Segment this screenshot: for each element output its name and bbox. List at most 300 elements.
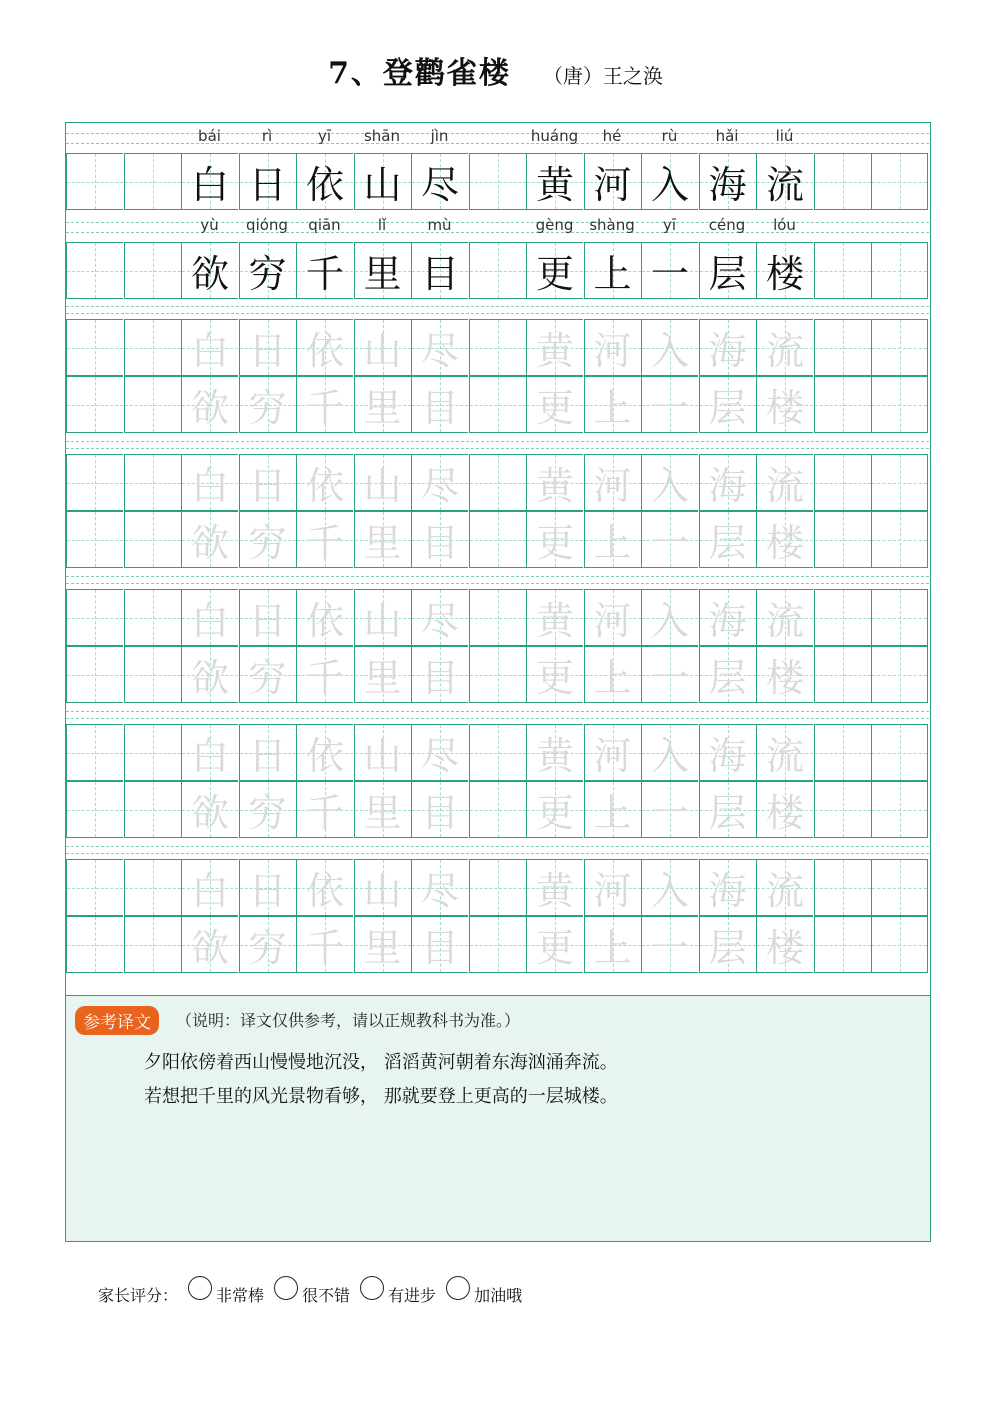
grid-cell[interactable] [354,781,411,838]
grid-cell[interactable] [526,916,583,973]
grid-cell[interactable] [469,589,526,646]
tracing-row [66,511,929,568]
grid-cell[interactable] [239,153,296,210]
grid-cell[interactable] [699,376,756,433]
grid-cell[interactable] [239,646,296,703]
grid-cell[interactable] [756,916,813,973]
pinyin-syllable: bái [198,127,221,145]
grid-cell[interactable] [181,589,238,646]
grid-cell[interactable] [584,589,641,646]
model-character: 尽 [420,163,459,207]
grid-cell[interactable] [411,242,468,299]
grid-cell[interactable] [124,454,181,511]
trace-character: 层 [708,926,747,970]
trace-character: 里 [363,386,402,430]
trace-character: 依 [305,464,344,508]
grid-cell[interactable] [814,916,871,973]
grid-cell[interactable] [124,646,181,703]
trace-character: 日 [248,329,287,373]
grid-cell[interactable] [296,511,353,568]
grid-cell[interactable] [469,376,526,433]
trace-character: 河 [593,329,632,373]
grid-cell[interactable] [526,454,583,511]
grid-cell[interactable] [124,724,181,781]
grid-cell[interactable] [871,511,928,568]
trace-character: 更 [535,521,574,565]
grid-cell[interactable] [584,242,641,299]
grid-cell[interactable] [469,242,526,299]
grid-cell[interactable] [756,646,813,703]
grid-cell[interactable] [239,376,296,433]
pinyin-syllable: mù [427,216,452,234]
grid-cell[interactable] [871,859,928,916]
tracing-row [66,376,929,433]
grid-cell[interactable] [469,319,526,376]
title-area [0,48,991,92]
grid-cell[interactable] [814,376,871,433]
grid-cell[interactable] [469,454,526,511]
grid-cell[interactable] [181,242,238,299]
grid-cell[interactable] [526,242,583,299]
trace-character: 层 [708,386,747,430]
pinyin-syllable: lǐ [377,216,387,234]
grid-cell[interactable] [66,859,123,916]
grid-cell[interactable] [469,781,526,838]
trace-character: 流 [765,329,804,373]
trace-character: 欲 [190,926,229,970]
grid-cell[interactable] [526,319,583,376]
grid-cell[interactable] [411,859,468,916]
grid-cell[interactable] [756,242,813,299]
trace-character: 日 [248,734,287,778]
trace-character: 里 [363,926,402,970]
grid-cell[interactable] [584,724,641,781]
grid-cell[interactable] [584,781,641,838]
grid-cell[interactable] [124,319,181,376]
grid-cell[interactable] [814,242,871,299]
trace-character: 更 [535,386,574,430]
grid-cell[interactable] [584,454,641,511]
grid-cell[interactable] [66,319,123,376]
grid-cell[interactable] [641,724,698,781]
grid-cell[interactable] [239,319,296,376]
grid-cell[interactable] [124,589,181,646]
trace-character: 里 [363,791,402,835]
grid-cell[interactable] [871,376,928,433]
grid-cell[interactable] [411,646,468,703]
grid-cell[interactable] [756,454,813,511]
grid-cell[interactable] [756,724,813,781]
trace-character: 目 [420,656,459,700]
grid-cell[interactable] [124,916,181,973]
grid-cell[interactable] [239,454,296,511]
trace-character: 海 [708,599,747,643]
grid-cell[interactable] [526,153,583,210]
grid-cell[interactable] [66,153,123,210]
grid-cell[interactable] [871,589,928,646]
trace-character: 欲 [190,386,229,430]
trace-character: 上 [593,926,632,970]
trace-character: 楼 [765,656,804,700]
grid-cell[interactable] [814,319,871,376]
grid-cell[interactable] [584,153,641,210]
grid-cell[interactable] [641,454,698,511]
pinyin-syllable: shān [363,127,401,145]
grid-cell[interactable] [239,781,296,838]
pinyin-syllable: hé [602,127,622,145]
grid-cell[interactable] [66,242,123,299]
grid-cell[interactable] [641,376,698,433]
grid-cell[interactable] [66,724,123,781]
trace-character: 黄 [535,464,574,508]
trace-character: 层 [708,521,747,565]
grid-cell[interactable] [469,724,526,781]
grid-cell[interactable] [181,319,238,376]
trace-character: 尽 [420,329,459,373]
grid-cell[interactable] [239,859,296,916]
trace-character: 入 [650,869,689,913]
grid-cell[interactable] [756,319,813,376]
tracing-row [66,916,929,973]
grid-cell[interactable] [699,589,756,646]
grid-cell[interactable] [756,781,813,838]
trace-character: 依 [305,329,344,373]
grid-cell[interactable] [411,454,468,511]
grid-cell[interactable] [641,242,698,299]
model-character: 流 [765,163,804,207]
grid-cell[interactable] [756,859,813,916]
grid-cell[interactable] [296,242,353,299]
grid-cell[interactable] [181,454,238,511]
grid-cell[interactable] [239,589,296,646]
trace-character: 入 [650,464,689,508]
grid-cell[interactable] [469,916,526,973]
grid-cell[interactable] [814,454,871,511]
tracing-row [66,646,929,703]
model-character: 目 [420,252,459,296]
grid-cell[interactable] [181,646,238,703]
pinyin-syllable: yī [317,127,332,145]
grid-cell[interactable] [526,589,583,646]
trace-character: 黄 [535,329,574,373]
grid-cell[interactable] [239,242,296,299]
grid-cell[interactable] [814,589,871,646]
grid-cell[interactable] [871,153,928,210]
grid-cell[interactable] [296,376,353,433]
grid-cell[interactable] [66,589,123,646]
model-character: 欲 [190,252,229,296]
trace-character: 千 [305,791,344,835]
trace-character: 目 [420,791,459,835]
grid-cell[interactable] [296,153,353,210]
grid-cell[interactable] [814,646,871,703]
trace-character: 山 [363,464,402,508]
trace-character: 穷 [248,521,287,565]
grid-cell[interactable] [181,916,238,973]
grid-cell[interactable] [411,589,468,646]
grid-cell[interactable] [756,376,813,433]
grid-cell[interactable] [469,859,526,916]
model-character: 上 [593,252,632,296]
model-character: 河 [593,163,632,207]
trace-character: 尽 [420,464,459,508]
grid-cell[interactable] [296,859,353,916]
rating-option-3-label: 有进步 [388,1285,437,1305]
grid-cell[interactable] [239,511,296,568]
grid-cell[interactable] [354,454,411,511]
pinyin-syllable: lóu [773,216,796,234]
grid-cell[interactable] [699,859,756,916]
grid-cell[interactable] [526,646,583,703]
pinyin-syllable: gèng [535,216,574,234]
grid-cell[interactable] [296,916,353,973]
grid-cell[interactable] [814,781,871,838]
grid-cell[interactable] [296,724,353,781]
model-character: 日 [248,163,287,207]
grid-cell[interactable] [124,376,181,433]
trace-character: 上 [593,521,632,565]
grid-cell[interactable] [871,646,928,703]
grid-cell[interactable] [296,646,353,703]
grid-cell[interactable] [641,916,698,973]
trace-character: 日 [248,599,287,643]
trace-character: 目 [420,926,459,970]
trace-character: 尽 [420,869,459,913]
trace-character: 白 [190,599,229,643]
grid-cell[interactable] [871,781,928,838]
model-row [66,242,929,299]
grid-cell[interactable] [66,781,123,838]
grid-cell[interactable] [871,242,928,299]
grid-cell[interactable] [411,153,468,210]
grid-cell[interactable] [699,242,756,299]
model-character: 里 [363,252,402,296]
grid-cell[interactable] [584,646,641,703]
grid-cell[interactable] [699,724,756,781]
trace-character: 楼 [765,791,804,835]
grid-cell[interactable] [526,376,583,433]
trace-character: 河 [593,869,632,913]
grid-cell[interactable] [699,916,756,973]
trace-character: 河 [593,734,632,778]
grid-cell[interactable] [814,511,871,568]
grid-cell[interactable] [354,376,411,433]
grid-cell[interactable] [296,454,353,511]
pinyin-syllable: huáng [530,127,579,145]
grid-cell[interactable] [124,153,181,210]
tracing-row [66,859,929,916]
trace-character: 更 [535,656,574,700]
grid-cell[interactable] [124,511,181,568]
poem-author: （唐）王之涣 [542,64,663,88]
rating-option-3-circle[interactable] [360,1276,384,1300]
trace-character: 目 [420,521,459,565]
grid-cell[interactable] [354,319,411,376]
grid-cell[interactable] [66,646,123,703]
model-character: 山 [363,163,402,207]
translation-panel [65,996,931,1242]
pinyin-syllable: qiān [308,216,341,234]
rating-option-1-circle[interactable] [188,1276,212,1300]
model-character: 依 [305,163,344,207]
trace-character: 上 [593,386,632,430]
rating-option-2-label: 很不错 [302,1285,351,1305]
grid-cell[interactable] [66,916,123,973]
trace-character: 山 [363,329,402,373]
tracing-row [66,589,929,646]
trace-character: 海 [708,464,747,508]
trace-character: 白 [190,734,229,778]
grid-cell[interactable] [871,454,928,511]
grid-cell[interactable] [124,859,181,916]
grid-cell[interactable] [181,859,238,916]
trace-character: 楼 [765,926,804,970]
trace-character: 依 [305,869,344,913]
trace-character: 一 [650,386,689,430]
grid-cell[interactable] [871,724,928,781]
grid-cell[interactable] [411,319,468,376]
grid-cell[interactable] [526,511,583,568]
grid-cell[interactable] [641,319,698,376]
grid-cell[interactable] [526,781,583,838]
trace-character: 楼 [765,521,804,565]
trace-character: 入 [650,599,689,643]
writing-grid-sheet [65,122,931,996]
grid-cell[interactable] [354,859,411,916]
grid-cell[interactable] [124,242,181,299]
grid-cell[interactable] [411,724,468,781]
grid-cell[interactable] [354,589,411,646]
grid-cell[interactable] [354,511,411,568]
spacer-row [66,839,929,859]
grid-cell[interactable] [584,859,641,916]
grid-cell[interactable] [66,376,123,433]
grid-cell[interactable] [181,511,238,568]
grid-cell[interactable] [354,242,411,299]
grid-cell[interactable] [756,153,813,210]
model-character: 千 [305,252,344,296]
grid-cell[interactable] [66,511,123,568]
rating-option-2-circle[interactable] [274,1276,298,1300]
grid-cell[interactable] [469,153,526,210]
grid-cell[interactable] [526,859,583,916]
grid-cell[interactable] [699,781,756,838]
rating-option-1-label: 非常棒 [216,1285,265,1305]
grid-cell[interactable] [814,859,871,916]
trace-character: 海 [708,734,747,778]
poem-title: 7、登鹳雀楼 [328,56,511,91]
trace-character: 海 [708,869,747,913]
grid-cell[interactable] [699,319,756,376]
pinyin-syllable: hǎi [715,127,739,145]
grid-cell[interactable] [181,376,238,433]
trace-character: 黄 [535,734,574,778]
grid-cell[interactable] [354,724,411,781]
trace-character: 河 [593,599,632,643]
trace-character: 白 [190,869,229,913]
trace-character: 尽 [420,599,459,643]
grid-cell[interactable] [641,153,698,210]
grid-cell[interactable] [814,153,871,210]
grid-cell[interactable] [354,916,411,973]
grid-cell[interactable] [699,153,756,210]
pinyin-syllable: rù [661,127,678,145]
grid-cell[interactable] [641,511,698,568]
trace-character: 千 [305,656,344,700]
grid-cell[interactable] [354,646,411,703]
model-character: 层 [708,252,747,296]
trace-character: 山 [363,869,402,913]
grid-cell[interactable] [641,859,698,916]
grid-cell[interactable] [296,781,353,838]
translation-note: （说明：译文仅供参考，请以正规教科书为准。） [176,1011,521,1030]
grid-cell[interactable] [124,781,181,838]
grid-cell[interactable] [641,646,698,703]
grid-cell[interactable] [411,781,468,838]
trace-character: 流 [765,869,804,913]
rating-option-4-circle[interactable] [446,1276,470,1300]
parent-rating [98,1282,522,1306]
trace-character: 黄 [535,599,574,643]
grid-cell[interactable] [756,589,813,646]
grid-cell[interactable] [584,319,641,376]
spacer-row [66,299,929,319]
grid-cell[interactable] [181,781,238,838]
grid-cell[interactable] [411,511,468,568]
trace-character: 欲 [190,656,229,700]
grid-cell[interactable] [756,511,813,568]
grid-cell[interactable] [181,724,238,781]
grid-cell[interactable] [871,916,928,973]
translation-badge: 参考译文 [75,1006,159,1035]
pinyin-row [66,123,929,153]
grid-cell[interactable] [66,454,123,511]
grid-cell[interactable] [181,153,238,210]
grid-cell[interactable] [296,589,353,646]
trace-character: 白 [190,464,229,508]
grid-cell[interactable] [699,454,756,511]
grid-cell[interactable] [411,916,468,973]
trace-character: 穷 [248,926,287,970]
grid-cell[interactable] [699,646,756,703]
model-character: 入 [650,163,689,207]
grid-cell[interactable] [814,724,871,781]
grid-cell[interactable] [641,781,698,838]
grid-cell[interactable] [239,916,296,973]
rating-option-4-label: 加油哦 [474,1285,523,1305]
grid-cell[interactable] [584,376,641,433]
trace-character: 日 [248,464,287,508]
trace-character: 河 [593,464,632,508]
grid-cell[interactable] [641,589,698,646]
grid-cell[interactable] [871,319,928,376]
grid-cell[interactable] [239,724,296,781]
trace-character: 上 [593,656,632,700]
grid-cell[interactable] [584,916,641,973]
grid-cell[interactable] [296,319,353,376]
tracing-row [66,724,929,781]
trace-character: 流 [765,599,804,643]
grid-cell[interactable] [699,511,756,568]
trace-character: 千 [305,386,344,430]
grid-cell[interactable] [354,153,411,210]
grid-cell[interactable] [469,646,526,703]
grid-cell[interactable] [469,511,526,568]
grid-cell[interactable] [526,724,583,781]
grid-cell[interactable] [584,511,641,568]
grid-cell[interactable] [411,376,468,433]
model-character: 更 [535,252,574,296]
